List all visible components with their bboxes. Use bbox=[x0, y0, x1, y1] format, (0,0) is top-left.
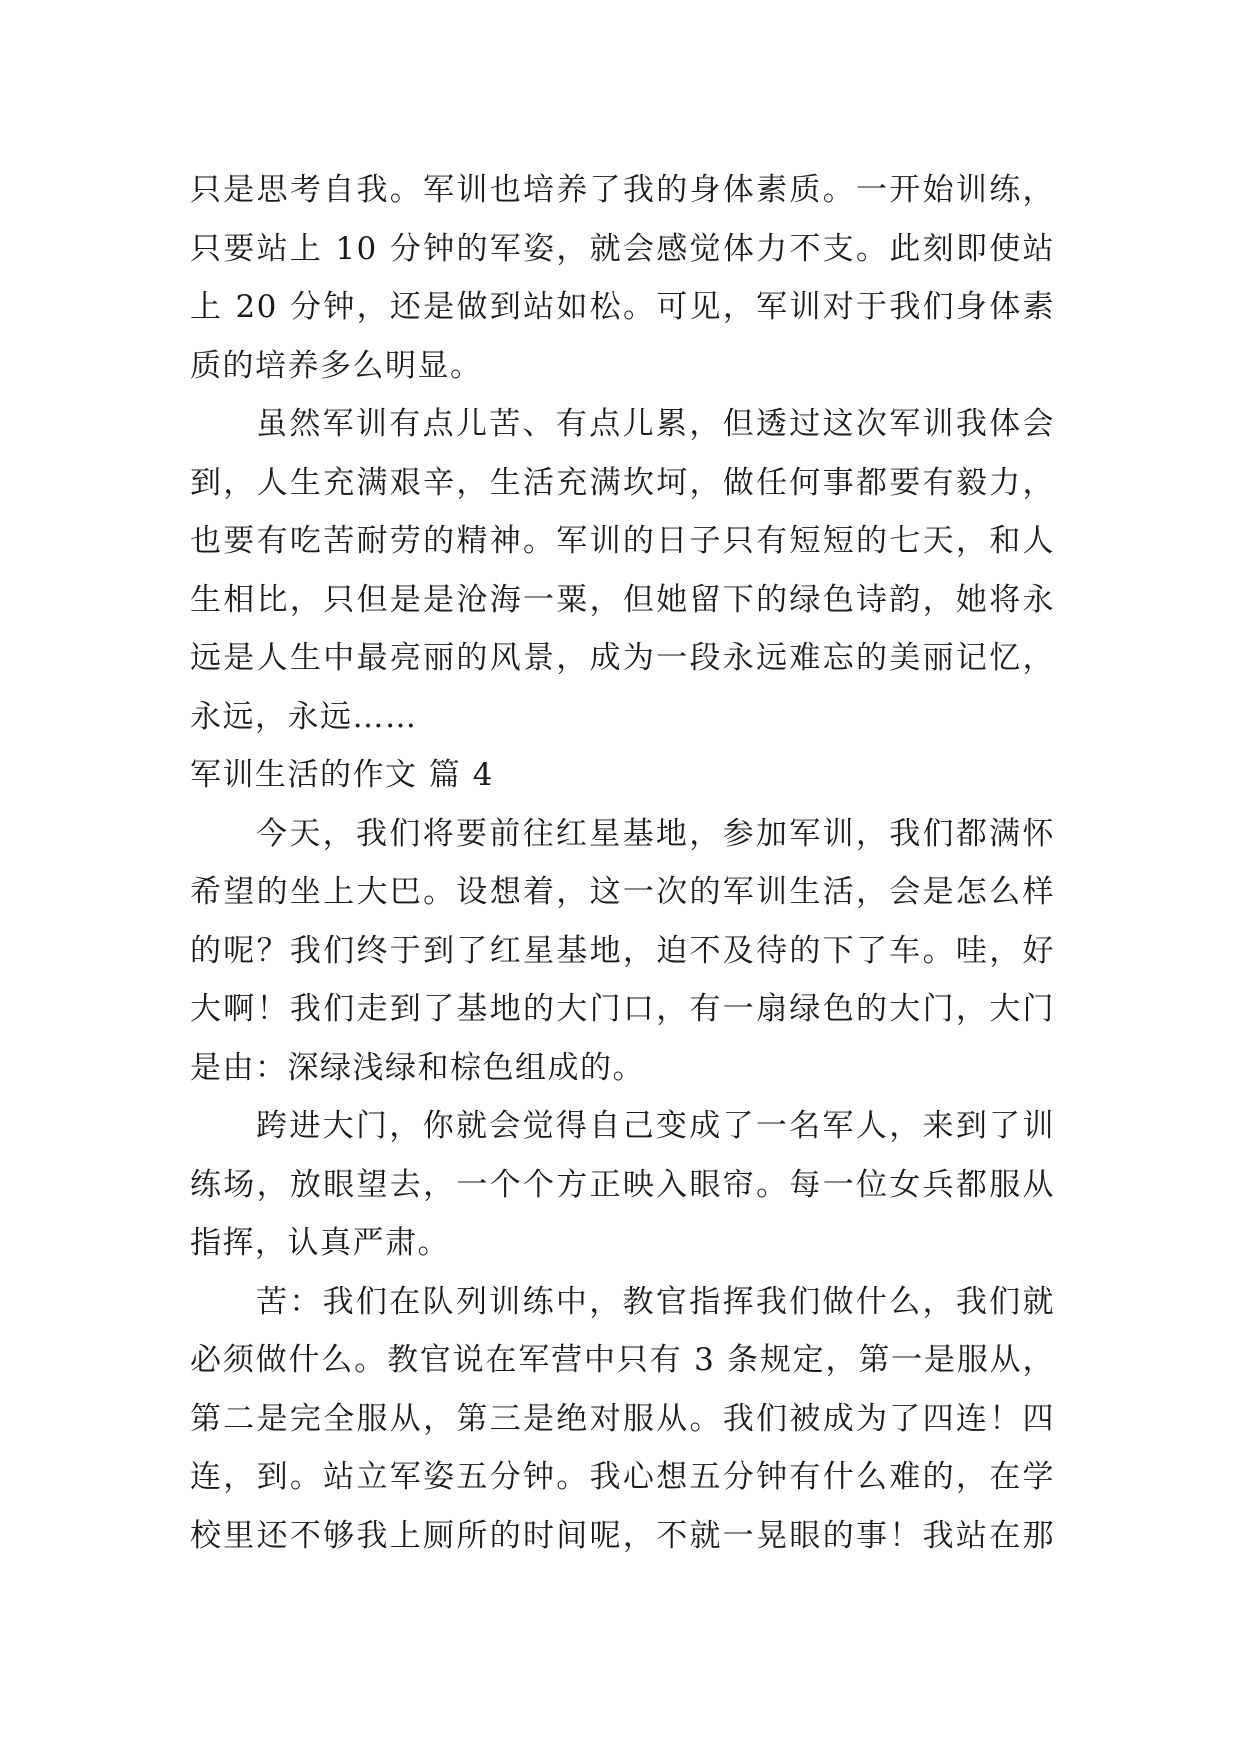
text-line: 是由：深绿浅绿和棕色组成的。 bbox=[190, 1049, 645, 1086]
text-line: 只是思考自我。军训也培养了我的身体素质。一开始训练， bbox=[190, 172, 1055, 208]
text-line: 连，到。站立军姿五分钟。我心想五分钟有什么难的，在学 bbox=[190, 1459, 1055, 1495]
document-body bbox=[190, 161, 1055, 1565]
text-line: 远是人生中最亮丽的风景，成为一段永远难忘的美丽记忆， bbox=[190, 640, 1055, 676]
text-line: 上 20 分钟，还是做到站如松。可见，军训对于我们身体素 bbox=[190, 289, 1055, 325]
text-line: 只要站上 10 分钟的军姿，就会感觉体力不支。此刻即使站 bbox=[190, 230, 1055, 267]
text-line: 希望的坐上大巴。设想着，这一次的军训生活，会是怎么样 bbox=[190, 874, 1055, 910]
paragraph-first-line: 今天，我们将要前往红星基地，参加军训，我们都满怀 bbox=[256, 815, 1055, 852]
text-line: 指挥，认真严肃。 bbox=[190, 1225, 450, 1261]
paragraph-first-line: 跨进大门，你就会觉得自己变成了一名军人，来到了训 bbox=[256, 1108, 1055, 1144]
text-line: 到，人生充满艰辛，生活充满坎坷，做任何事都要有毅力， bbox=[190, 464, 1055, 501]
text-line: 校里还不够我上厕所的时间呢，不就一晃眼的事！我站在那 bbox=[190, 1517, 1055, 1554]
text-line: 的呢？我们终于到了红星基地，迫不及待的下了车。哇，好 bbox=[190, 932, 1055, 969]
paragraph-first-line: 苦：我们在队列训练中，教官指挥我们做什么，我们就 bbox=[256, 1283, 1055, 1320]
section-heading: 军训生活的作文 篇 4 bbox=[190, 757, 494, 793]
text-line: 永远，永远…… bbox=[190, 698, 418, 735]
text-line: 大啊！我们走到了基地的大门口，有一扇绿色的大门，大门 bbox=[190, 991, 1055, 1027]
text-line: 也要有吃苦耐劳的精神。军训的日子只有短短的七天，和人 bbox=[190, 523, 1055, 559]
text-line: 练场，放眼望去，一个个方正映入眼帘。每一位女兵都服从 bbox=[190, 1166, 1055, 1203]
text-line: 必须做什么。教官说在军营中只有 3 条规定，第一是服从， bbox=[190, 1342, 1055, 1378]
paragraph-first-line: 虽然军训有点儿苦、有点儿累，但透过这次军训我体会 bbox=[256, 406, 1055, 442]
text-line: 质的培养多么明显。 bbox=[190, 347, 483, 384]
text-line: 生相比，只但是是沧海一粟，但她留下的绿色诗韵，她将永 bbox=[190, 581, 1055, 618]
text-line: 第二是完全服从，第三是绝对服从。我们被成为了四连！四 bbox=[190, 1400, 1055, 1437]
